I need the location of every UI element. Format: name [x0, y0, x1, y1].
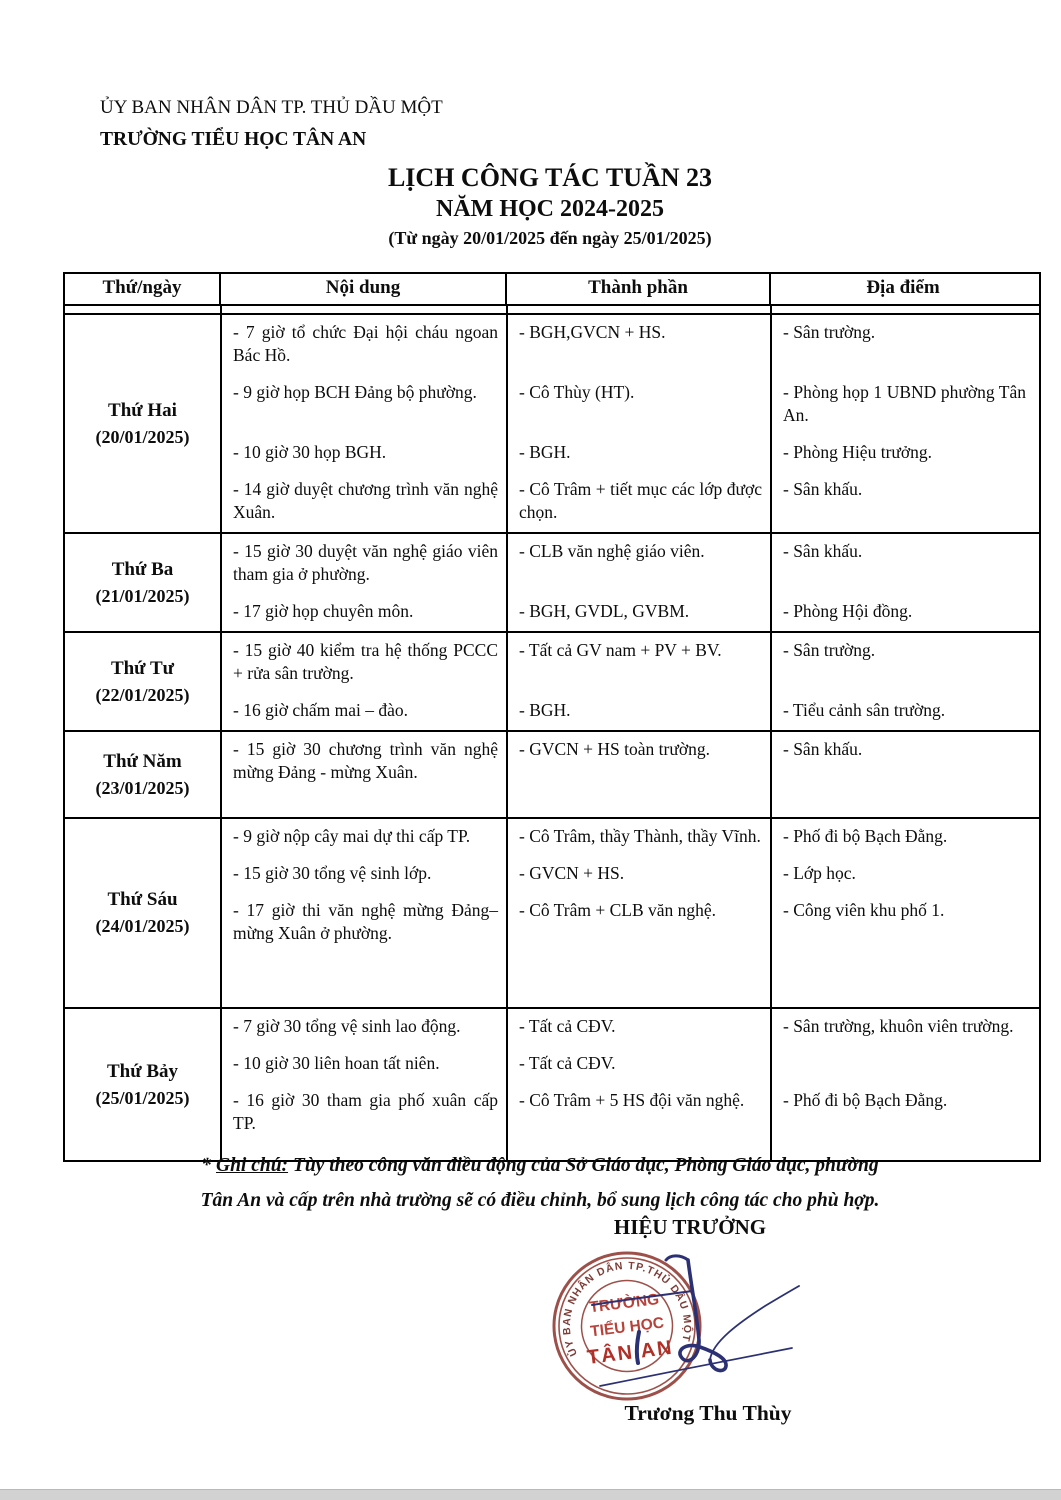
day-date: (24/01/2025) [95, 916, 190, 936]
table-row [65, 631, 1039, 730]
event-content: - 15 giờ 30 tổng vệ sinh lớp. [233, 863, 432, 883]
day-cell [65, 633, 220, 730]
event-participants: - Cô Thùy (HT). [519, 382, 635, 402]
event-content: - 17 giờ thi văn nghệ mừng Đảng–mừng Xuân ở phường. [233, 900, 498, 943]
column-divider [770, 633, 772, 730]
event-location: - Phòng Hiệu trưởng. [783, 442, 933, 462]
event-participants: - Cô Trâm, thầy Thành, thầy Vĩnh. [519, 826, 761, 846]
day-name: Thứ Ba [111, 558, 174, 580]
stamp-line1: TRƯỜNG [588, 1290, 661, 1317]
table-row [65, 730, 1039, 817]
day-name: Thứ Năm [103, 750, 182, 772]
column-divider [506, 534, 508, 631]
event-content: - 7 giờ tổ chức Đại hội cháu ngoan Bác Hồ. [233, 322, 498, 365]
title-block [63, 163, 1037, 249]
stamp-line2: TIỂU HỌC [589, 1314, 665, 1341]
scan-edge-artifact [0, 1489, 1061, 1500]
event-content: - 15 giờ 40 kiểm tra hệ thống PCCC + rửa sân trường. [233, 640, 498, 683]
day-date: (25/01/2025) [95, 1087, 190, 1108]
column-divider [506, 315, 508, 532]
event-content: - 9 giờ họp BCH Đảng bộ phường. [233, 382, 477, 402]
day-date: (21/01/2025) [95, 585, 190, 606]
event-location: - Sân khấu. [783, 739, 863, 759]
event-location: - Phòng Hội đồng. [783, 601, 913, 621]
note-line2: Tân An và cấp trên nhà trường sẽ có điều chỉnh, bổ sung lịch công tác cho phù hợp. [200, 1190, 880, 1211]
event-content: - 14 giờ duyệt chương trình văn nghệ Xuân. [233, 479, 498, 522]
event-content: - 16 giờ chấm mai – đào. [233, 700, 408, 720]
table-row [65, 313, 1039, 532]
column-divider [220, 1009, 222, 1160]
org-header [100, 92, 443, 156]
event-participants: - BGH,GVCN + HS. [519, 322, 666, 342]
column-divider [220, 732, 222, 817]
event-participants: - BGH, GVDL, GVBM. [519, 601, 690, 621]
column-divider [506, 819, 508, 1007]
note-line1 [40, 1148, 1040, 1183]
column-divider [770, 306, 772, 313]
column-divider [220, 306, 222, 313]
table-header-row [65, 274, 1039, 304]
column-divider [506, 306, 508, 313]
signer-title: HIỆU TRƯỞNG [613, 1215, 767, 1239]
event-content: - 16 giờ 30 tham gia phố xuân cấp TP. [233, 1090, 498, 1133]
event-location: - Sân trường. [783, 640, 876, 660]
event-participants: - Tất cả CĐV. [519, 1053, 616, 1073]
event-location: - Phòng họp 1 UBND phường Tân An. [783, 382, 1026, 425]
note-text1: Tùy theo công văn điều động của Sở Giáo dục, Phòng Giáo dục, phường [292, 1155, 879, 1176]
event-participants: - GVCN + HS. [519, 863, 625, 883]
event-participants: - Cô Trâm + CLB văn nghệ. [519, 900, 717, 920]
note-star: * [201, 1155, 212, 1176]
column-divider [506, 732, 508, 817]
stamp-and-signature [540, 1242, 840, 1417]
day-cell [65, 315, 220, 532]
header-location: Địa điểm [866, 277, 940, 298]
table-row [65, 1007, 1039, 1160]
column-divider [770, 1009, 772, 1160]
day-name: Thứ Tư [110, 657, 175, 679]
event-content: - 9 giờ nộp cây mai dự thi cấp TP. [233, 826, 471, 846]
table-row [65, 532, 1039, 631]
signer-name: Trương Thu Thùy [624, 1401, 792, 1425]
event-content: - 17 giờ họp chuyên môn. [233, 601, 414, 621]
column-divider [770, 534, 772, 631]
event-location: - Sân trường. [783, 322, 876, 342]
day-date: (20/01/2025) [95, 426, 190, 447]
column-divider [506, 1009, 508, 1160]
event-location: - Công viên khu phố 1. [783, 900, 945, 920]
header-participants: Thành phần [507, 274, 771, 304]
column-divider [220, 633, 222, 730]
event-participants: - BGH. [519, 700, 571, 720]
event-participants: - GVCN + HS toàn trường. [519, 739, 710, 759]
column-divider [770, 819, 772, 1007]
event-participants: - Cô Trâm + 5 HS đội văn nghệ. [519, 1090, 745, 1110]
column-divider [220, 534, 222, 631]
event-location: - Phố đi bộ Bạch Đằng. [783, 826, 948, 846]
event-content: - 10 giờ 30 họp BGH. [233, 442, 387, 462]
event-content: - 7 giờ 30 tổng vệ sinh lao động. [233, 1016, 461, 1036]
event-location: - Tiểu cảnh sân trường. [783, 700, 946, 720]
event-participants: - Tất cả CĐV. [519, 1016, 616, 1036]
stamp-line3: TÂN AN [585, 1336, 675, 1370]
table-row [65, 817, 1039, 1007]
org-name: ỦY BAN NHÂN DÂN TP. THỦ DẦU MỘT [100, 97, 443, 118]
event-location: - Sân trường, khuôn viên trường. [783, 1016, 1014, 1036]
column-divider [220, 819, 222, 1007]
day-cell [65, 819, 220, 1007]
school-year: NĂM HỌC 2024-2025 [436, 196, 664, 222]
day-cell [65, 732, 220, 817]
header-divider [65, 304, 1039, 313]
event-location: - Sân khấu. [783, 541, 863, 561]
day-cell [65, 534, 220, 631]
event-participants: - Tất cả GV nam + PV + BV. [519, 640, 722, 660]
date-range: (Từ ngày 20/01/2025 đến ngày 25/01/2025) [388, 228, 712, 248]
column-divider [220, 315, 222, 532]
day-date: (23/01/2025) [95, 777, 190, 798]
column-divider [770, 732, 772, 817]
day-name: Thứ Hai [108, 399, 177, 421]
school-name: TRƯỜNG TIỂU HỌC TÂN AN [100, 129, 367, 150]
event-location: - Lớp học. [783, 863, 856, 883]
page-title: LỊCH CÔNG TÁC TUẦN 23 [387, 163, 713, 192]
official-stamp-seal [540, 1242, 708, 1407]
schedule-table [63, 272, 1041, 1162]
event-participants: - CLB văn nghệ giáo viên. [519, 541, 705, 561]
stamp-arc-top-text: ỦY BAN NHÂN DÂN TP.THỦ DẦU MỘT [560, 1259, 694, 1359]
event-participants: - BGH. [519, 442, 571, 462]
header-day: Thứ/ngày [65, 274, 221, 304]
event-location: - Sân khấu. [783, 479, 863, 499]
day-name: Thứ Sáu [107, 889, 178, 910]
note [40, 1148, 1040, 1218]
note-label: Ghi chú: [215, 1155, 289, 1176]
day-name: Thứ Bảy [106, 1060, 179, 1082]
schedule-body [65, 313, 1039, 1160]
event-location: - Phố đi bộ Bạch Đằng. [783, 1090, 948, 1110]
event-location [771, 1046, 1035, 1083]
header-content: Nội dung [221, 274, 507, 304]
day-cell [65, 1009, 220, 1160]
column-divider [770, 315, 772, 532]
column-divider [506, 633, 508, 730]
event-content: - 15 giờ 30 duyệt văn nghệ giáo viên tham gia ở phường. [233, 541, 498, 584]
event-content: - 15 giờ 30 chương trình văn nghệ mừng Đảng - mừng Xuân. [233, 739, 498, 782]
day-date: (22/01/2025) [95, 684, 190, 705]
event-content: - 10 giờ 30 liên hoan tất niên. [233, 1053, 440, 1073]
event-participants: - Cô Trâm + tiết mục các lớp được chọn. [519, 479, 762, 522]
